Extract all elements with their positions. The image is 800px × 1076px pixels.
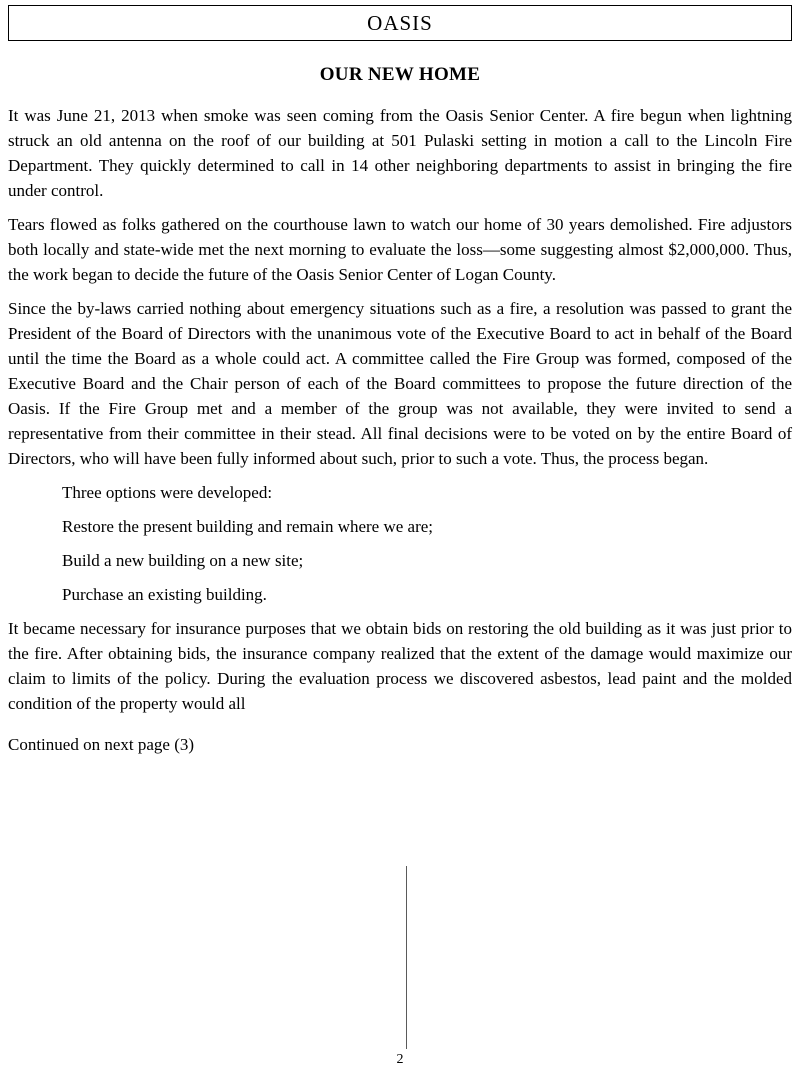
option-item-1: Restore the present building and remain where we are;	[62, 517, 434, 536]
masthead-title: OASIS	[367, 10, 433, 35]
column-divider	[406, 866, 407, 1049]
article-body	[8, 103, 792, 757]
option-item-3: Purchase an existing building.	[62, 585, 267, 604]
masthead-box	[8, 5, 792, 41]
options-intro: Three options were developed:	[62, 483, 273, 502]
continued-note: Continued on next page (3)	[8, 735, 195, 754]
paragraph-1: It was June 21, 2013 when smoke was seen coming from the Oasis Senior Center. A fire begun when lightning struck an old antenna on the roof of our building at 501 Pulaski setting in motion a call to the Lincoln Fire Department. They quickly determined to call in 14 other neighboring departments to assist in bringing the fire under control.	[8, 106, 792, 200]
paragraph-4: It became necessary for insurance purposes that we obtain bids on restoring the old building as it was just prior to the fire. After obtaining bids, the insurance company realized that the extent of the damage would maximize our claim to limits of the policy. During the evaluation process we discovered asbestos, lead paint and the molded condition of the property would all	[8, 619, 792, 713]
paragraph-2: Tears flowed as folks gathered on the courthouse lawn to watch our home of 30 years demolished. Fire adjustors both locally and state-wide met the next morning to evaluate the loss—some suggesting almost $2,000,000. Thus, the work began to decide the future of the Oasis Senior Center of Logan County.	[8, 215, 792, 284]
article-heading: OUR NEW HOME	[319, 64, 481, 85]
page-number: 2	[396, 1052, 404, 1067]
option-item-2: Build a new building on a new site;	[62, 551, 304, 570]
paragraph-3: Since the by-laws carried nothing about emergency situations such as a fire, a resolution was passed to grant the President of the Board of Directors with the unanimous vote of the Executive Board to act in behalf of the Board until the time the Board as a whole could act. A committee called the Fire Group was formed, composed of the Executive Board and the Chair person of each of the Board committees to propose the future direction of the Oasis. If the Fire Group met and a member of the group was not available, they were invited to send a representative from their committee in their stead. All final decisions were to be voted on by the entire Board of Directors, who will have been fully informed about such, prior to such a vote. Thus, the process began.	[8, 299, 792, 468]
